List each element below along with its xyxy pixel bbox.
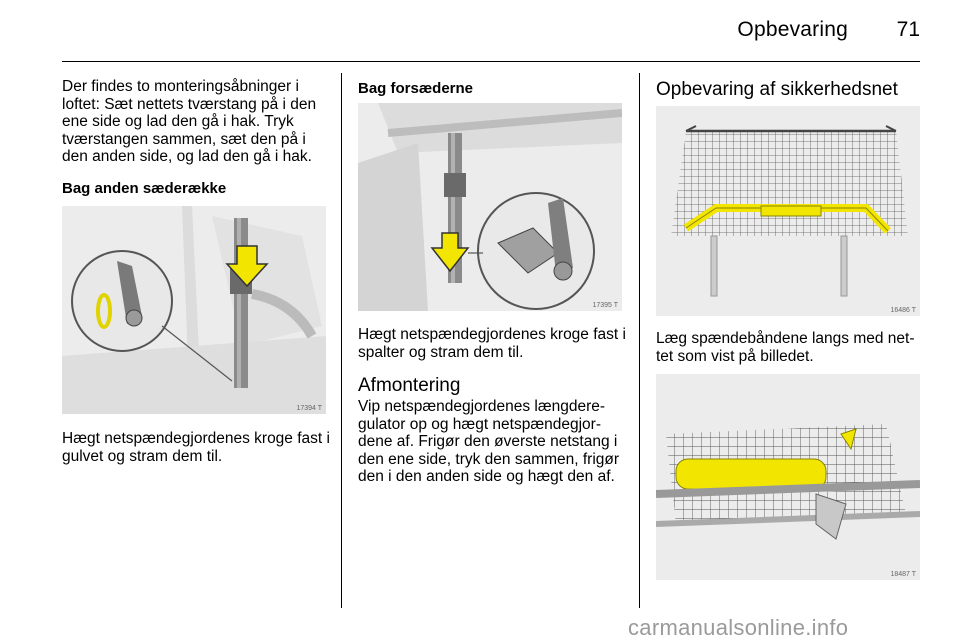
watermark: carmanualsonline.info	[628, 615, 849, 640]
header-divider	[62, 61, 920, 62]
illustration-net-stowed	[656, 106, 920, 316]
page-number: 71	[896, 18, 920, 41]
image-code: 18487 T	[890, 571, 916, 578]
column-divider-2	[639, 73, 640, 608]
heading-removal: Afmontering	[358, 375, 461, 396]
image-code: 17394 T	[296, 405, 322, 412]
illustration-rear-floor-hook	[62, 206, 326, 414]
heading-storage: Opbevaring af sikkerhedsnet	[656, 79, 898, 100]
page-title: Opbevaring	[737, 18, 848, 41]
removal-paragraph: Vip netspændegjordenes længderegulator op og hægt netspændegjordene af. Frigør den øverste netstang i den ene side, tryk den sammen, frigør den i den anden side og hægt den af.	[358, 398, 620, 485]
column-divider-1	[341, 73, 342, 608]
caption-front-seat: Hægt netspændegjordenes kroge fast i spalter og stram dem til.	[358, 326, 626, 361]
caption-storage: Læg spændebåndene langs med nettet som vist på billedet.	[656, 330, 915, 365]
illustration-front-seat-slot	[358, 103, 622, 311]
illustration-net-rolled	[656, 374, 920, 580]
image-code: 17395 T	[592, 302, 618, 309]
caption-rear-floor: Hægt netspændegjordenes kroge fast i gulvet og stram dem til.	[62, 430, 330, 465]
subheading-rear-second-row: Bag anden sæderække	[62, 180, 227, 197]
subheading-behind-front-seats: Bag forsæderne	[358, 80, 474, 97]
intro-paragraph: Der findes to monteringsåbninger i loftet: Sæt nettets tværstang på i den ene side og lad den gå i hak. Tryk tværstangen sammen, sæt den på i den anden side, og lad den gå i hak.	[62, 78, 317, 165]
image-code: 16486 T	[890, 307, 916, 314]
